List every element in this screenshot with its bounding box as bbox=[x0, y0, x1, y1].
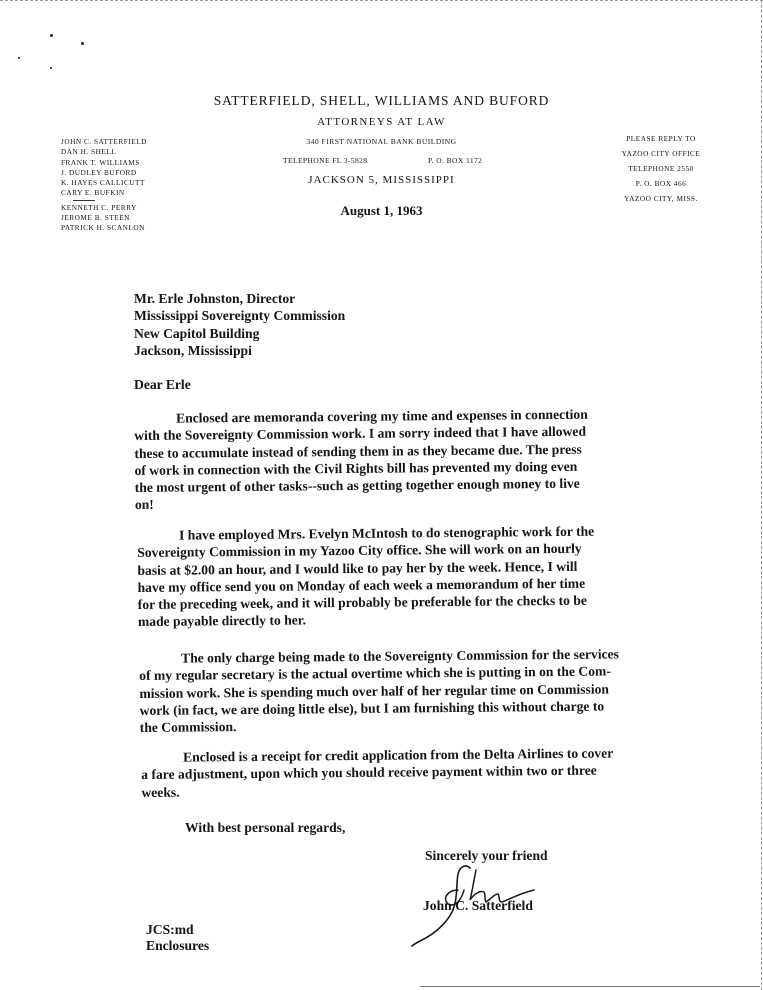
reply-to-telephone: TELEPHONE 2550 bbox=[628, 164, 694, 173]
partners-divider bbox=[73, 200, 95, 201]
recipient-address bbox=[134, 290, 345, 359]
firm-city: JACKSON 5, MISSISSIPPI bbox=[308, 174, 455, 186]
scan-speck bbox=[81, 42, 84, 45]
paragraph-line: of work in connection with the Civil Rights bill has prevented my doing even bbox=[134, 458, 578, 478]
paragraph-line: the most urgent of other tasks--such as getting together enough money to live bbox=[134, 475, 580, 496]
paragraph-line: made payable directly to her. bbox=[137, 612, 307, 630]
letter-date: August 1, 1963 bbox=[340, 203, 423, 218]
recipient-line: Mississippi Sovereignty Commission bbox=[134, 308, 346, 324]
paragraph-line: have my office send you on Monday of each week a memorandum of her time bbox=[137, 575, 586, 595]
reply-to-office: YAZOO CITY OFFICE bbox=[621, 149, 701, 158]
recipient-line: Jackson, Mississippi bbox=[134, 342, 252, 358]
paragraph-line: The only charge being made to the Sovereignty Commission for the services bbox=[181, 646, 619, 666]
paragraph-line: work (in fact, we are doing little else), but I am furnishing this without charge to bbox=[139, 698, 605, 718]
signer-name: John C. Satterfield bbox=[423, 898, 533, 913]
paragraph-line: on! bbox=[134, 497, 154, 513]
reply-to-po-box: P. O. BOX 466 bbox=[635, 179, 687, 188]
paragraph-line: Enclosed is a receipt for credit application from the Delta Airlines to cover bbox=[183, 745, 614, 765]
scan-speck bbox=[50, 67, 52, 69]
page-edge-right bbox=[761, 0, 762, 990]
paragraph-line: I have employed Mrs. Evelyn McIntosh to do stenographic work for the bbox=[179, 523, 595, 543]
body-paragraph-3 bbox=[139, 645, 706, 737]
recipient-line: New Capitol Building bbox=[134, 325, 260, 341]
paragraph-line: weeks. bbox=[141, 784, 180, 800]
associate-name: PATRICK H. SCANLON bbox=[61, 223, 145, 233]
paragraph-line: mission work. She is spending much over half of her regular time on Commission bbox=[139, 681, 609, 701]
paragraph-line: these to accumulate instead of sending them in as they became due. The press bbox=[134, 441, 582, 461]
reply-to-block bbox=[600, 131, 722, 206]
firm-telephone: TELEPHONE FL 3-5828 bbox=[283, 156, 368, 165]
paragraph-line: a fare adjustment, upon which you should receive payment within two or three bbox=[141, 762, 597, 783]
partner-name: DAN H. SHELL bbox=[61, 147, 117, 157]
paragraph-line: for the preceding week, and it will probably be preferable for the checks to be bbox=[137, 592, 588, 613]
associate-name: KENNETH C. PERRY bbox=[61, 202, 137, 212]
paragraph-line: basis at $2.00 an hour, and I would like to pay her by the week. Hence, I will bbox=[137, 558, 578, 578]
body-paragraph-4 bbox=[141, 744, 707, 801]
firm-subtitle: ATTORNEYS AT LAW bbox=[317, 116, 446, 128]
partner-name: CARY E. BUFKIN bbox=[61, 188, 125, 198]
reply-to-city: YAZOO CITY, MISS. bbox=[624, 194, 698, 203]
body-paragraph-2 bbox=[137, 522, 704, 631]
recipient-line: Mr. Erle Johnston, Director bbox=[134, 291, 296, 306]
firm-building: 340 FIRST NATIONAL BANK BUILDING bbox=[306, 137, 457, 146]
typist-initials: JCS:md bbox=[146, 922, 194, 937]
body-paragraph-1 bbox=[134, 405, 701, 514]
paragraph-line: with the Sovereignty Commission work. I am sorry indeed that I have allowed bbox=[134, 423, 587, 444]
partner-name: K. HAYES CALLICUTT bbox=[61, 178, 145, 188]
partner-name: J. DUDLEY BUFORD bbox=[61, 167, 137, 177]
page-edge-top bbox=[0, 0, 763, 1]
salutation: Dear Erle bbox=[134, 377, 191, 392]
complimentary-close: Sincerely your friend bbox=[425, 848, 548, 863]
enclosures-note: Enclosures bbox=[146, 938, 210, 953]
partner-name: FRANK T. WILLIAMS bbox=[61, 157, 140, 167]
associate-name: JEROME B. STEEN bbox=[61, 213, 130, 223]
firm-name: SATTERFIELD, SHELL, WILLIAMS AND BUFORD bbox=[213, 93, 550, 108]
paragraph-line: Enclosed are memoranda covering my time and expenses in connection bbox=[176, 406, 588, 426]
firm-po-box: P. O. BOX 1172 bbox=[428, 156, 483, 165]
partner-name: JOHN C. SATTERFIELD bbox=[61, 137, 147, 146]
page-edge-bottom bbox=[420, 986, 760, 987]
paragraph-line: of my regular secretary is the actual overtime which she is putting in on the Com- bbox=[139, 663, 611, 684]
partners-list bbox=[61, 137, 147, 234]
closing-regards: With best personal regards, bbox=[185, 820, 346, 835]
paragraph-line: the Commission. bbox=[139, 719, 237, 736]
scan-speck bbox=[18, 57, 20, 59]
paragraph-line: Sovereignty Commission in my Yazoo City office. She will work on an hourly bbox=[137, 541, 582, 561]
reply-to-heading: PLEASE REPLY TO bbox=[626, 134, 696, 143]
scan-speck bbox=[50, 34, 53, 37]
